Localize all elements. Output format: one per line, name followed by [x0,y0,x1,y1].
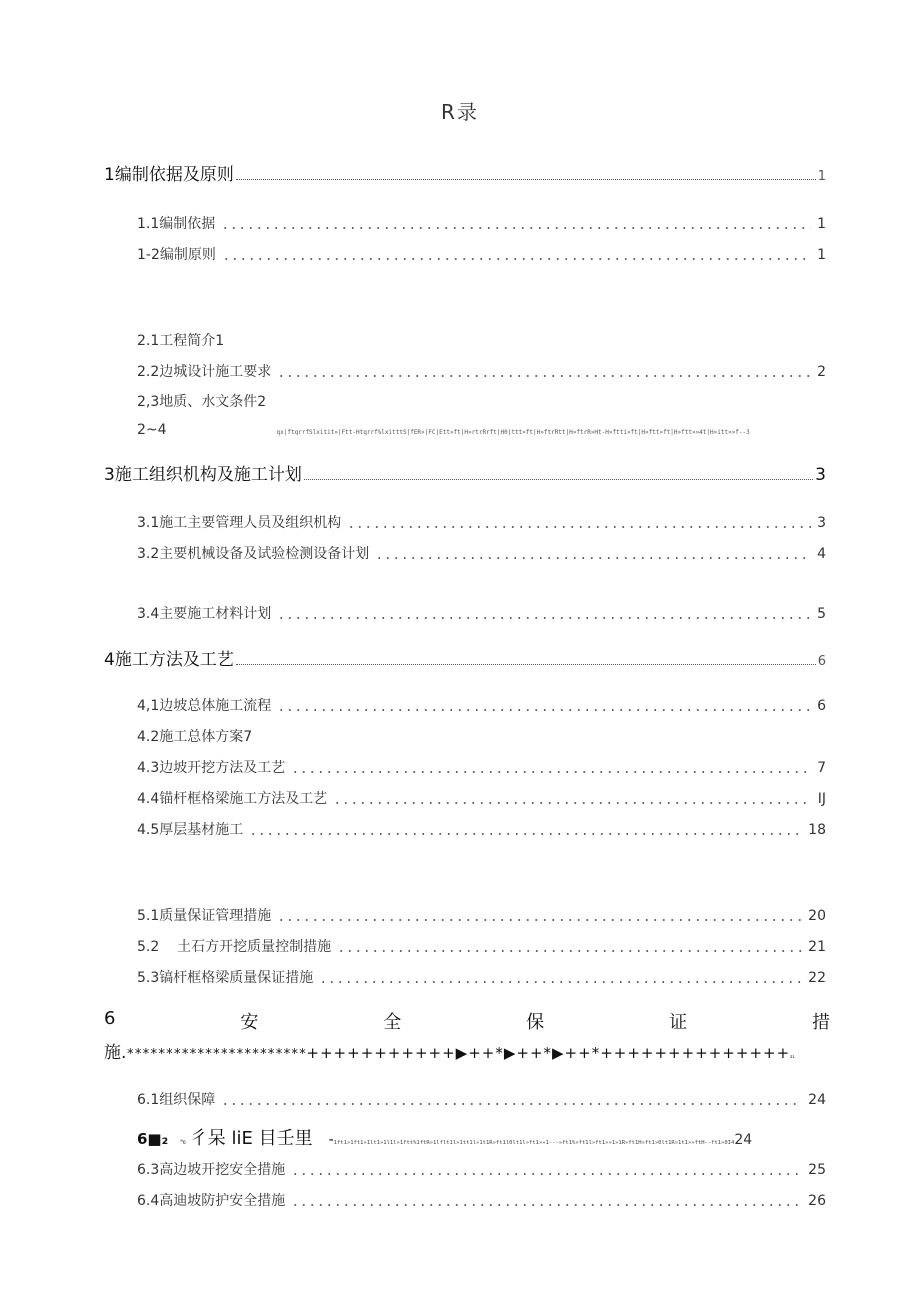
toc-entry-label: 3施工组织机构及施工计划 [104,465,302,485]
toc-entry-page: 22 [808,970,826,986]
toc-entry-page: 4 [817,546,826,562]
toc-entry-page: 20 [808,908,826,924]
toc-entry-4-3[interactable] [137,757,826,777]
toc-entry-page: 3 [815,465,826,485]
heading-char: 措 [811,1012,830,1033]
toc-entry-6-heading[interactable] [104,1008,830,1034]
toc-entry-label: 4.5厚层基材施工 [137,822,244,838]
toc-entry-3[interactable] [104,460,826,485]
toc-entry-page: 24 [734,1132,753,1148]
toc-entry-4[interactable] [104,645,826,670]
toc-entry-4-2[interactable] [137,726,826,746]
toc-entry-page: 25 [808,1162,826,1178]
toc-entry-label: 1编制依据及原则 [104,165,234,185]
dot-leader [236,178,816,180]
toc-entry-number: 6■₂ [137,1130,169,1148]
toc-entry-page: 5 [817,606,826,622]
toc-entry-page: 24 [808,1092,826,1108]
toc-entry-label: 2,3地质、水文条件2 [137,394,267,410]
toc-entry-label: 6.1组织保障 [137,1092,216,1108]
toc-entry-page: 1 [817,169,826,184]
dot-leader [221,227,811,229]
toc-entry-page: 3 [817,515,826,531]
toc-entry-page: ₂₁ [790,1053,795,1060]
toc-entry-label: 4,1边坡总体施工流程 [137,698,272,714]
garbled-leader-text: qx|ftqrrfSlxitit»|Ftt-Htqrrf%lxitttS|fER»|FC|Ett»ft|H»rtrRrft|H0|ttt»ft|H»ftrRtt|H»ftrR»Ht-H»ftti»ft|H»ftt»ft|H»ftt»»4t|H»itt»»f--3 [276,429,750,436]
dot-leader [277,709,811,711]
toc-entry-label: 3.1施工主要管理人员及组织机构 [137,515,342,531]
star-leader: *********************** [126,1047,307,1062]
heading-char: 安 [240,1012,259,1033]
toc-entry-label: 彳呆 liE 目壬里 [189,1128,313,1149]
toc-entry-page: IJ [817,791,826,807]
toc-entry-label: 1-2编制原则 [137,247,216,263]
toc-entry-1[interactable] [104,160,826,185]
toc-entry-label: 4.3边坡开挖方法及工艺 [137,760,286,776]
plus-leader: +++++++++++▶++*▶++*▶++*++++++++++++++ [306,1044,791,1062]
toc-entry-6-2[interactable] [137,1124,752,1150]
dot-leader [277,617,811,619]
garbled-mark: ᵃ₆ [180,1138,186,1146]
dot-leader [291,771,811,773]
heading-char: 6 [104,1008,116,1029]
toc-entry-label: 2.2边城设计施工要求 [137,364,272,380]
dot-leader [221,1103,802,1105]
toc-entry-page: 1 [817,247,826,263]
toc-entry-label: 4.2施工总体方案7 [137,729,253,745]
toc-entry-2-2[interactable] [137,361,826,381]
toc-entry-2-4[interactable] [137,422,826,438]
dot-leader [291,1173,802,1175]
toc-entry-6-continuation [104,1038,795,1063]
toc-entry-5-1[interactable] [137,905,826,925]
toc-entry-label: 6.4高迪坡防护安全措施 [137,1193,286,1209]
toc-entry-page: 1 [817,216,826,232]
dot-leader [337,950,802,952]
garbled-leader-text: 1ft1»1ft1»1lt1»1l1l»1ftt%1ftR»1lflt1l»1tt1l»1t1R»ft1l0lt1l»ft1»»1---»ft1%»ft1l»ft1»»1»1R»ft1H»ft1»0lt1R»1t1»»ftH--ft1»0I4 [333,1140,735,1146]
dot-leader [236,663,816,665]
toc-entry-label: 5.2 土石方开挖质量控制措施 [137,939,332,955]
toc-entry-label: 2~4 [137,422,167,438]
toc-entry-label: 5.3镐杆框格梁质量保证措施 [137,970,314,986]
toc-entry-4-4[interactable] [137,788,826,808]
toc-entry-3-2[interactable] [137,543,826,563]
dot-leader [333,802,811,804]
heading-char: 保 [526,1012,545,1033]
toc-entry-3-1[interactable] [137,512,826,532]
toc-entry-3-4[interactable] [137,603,826,623]
toc-entry-1-2[interactable] [137,244,826,264]
toc-title: R录 [441,100,479,124]
toc-entry-2-3[interactable] [137,391,826,411]
dot-leader [347,526,811,528]
toc-entry-label: 4施工方法及工艺 [104,650,234,670]
toc-entry-4-1[interactable] [137,695,826,715]
toc-entry-1-1[interactable] [137,213,826,233]
toc-entry-page: 21 [808,939,826,955]
toc-entry-page: 7 [817,760,826,776]
dot-leader [319,981,802,983]
toc-entry-page: 26 [808,1193,826,1209]
toc-entry-label: 6.3高边坡开挖安全措施 [137,1162,286,1178]
dot-leader [291,1204,802,1206]
toc-entry-5-2[interactable] [137,936,826,956]
heading-char: 证 [669,1012,688,1033]
toc-entry-label: 4.4锚杆框格梁施工方法及工艺 [137,791,328,807]
dot-leader [375,557,811,559]
dot-leader [277,919,802,921]
dot-leader [277,375,811,377]
dot-leader [222,258,811,260]
toc-entry-2-1[interactable] [137,330,826,350]
toc-entry-page: 6 [817,698,826,714]
toc-entry-label: 3.2主要机械设备及试验检测设备计划 [137,546,370,562]
toc-entry-page: 18 [808,822,826,838]
toc-entry-label: 3.4主要施工材料计划 [137,606,272,622]
toc-entry-page: 6 [817,654,826,669]
toc-entry-page: 2 [817,364,826,380]
toc-entry-label: 1.1编制依据 [137,216,216,232]
heading-continuation: 施. [104,1043,127,1063]
toc-entry-4-5[interactable] [137,819,826,839]
heading-char: 全 [383,1012,402,1033]
toc-entry-6-1[interactable] [137,1089,826,1109]
toc-entry-6-4[interactable] [137,1190,826,1210]
dot-leader [249,833,802,835]
toc-entry-5-3[interactable] [137,967,826,987]
toc-entry-label: 2.1工程简介1 [137,333,225,349]
dot-leader [304,478,813,480]
dash-mark: - [328,1132,334,1148]
toc-entry-label: 5.1质量保证管理措施 [137,908,272,924]
toc-entry-6-3[interactable] [137,1159,826,1179]
